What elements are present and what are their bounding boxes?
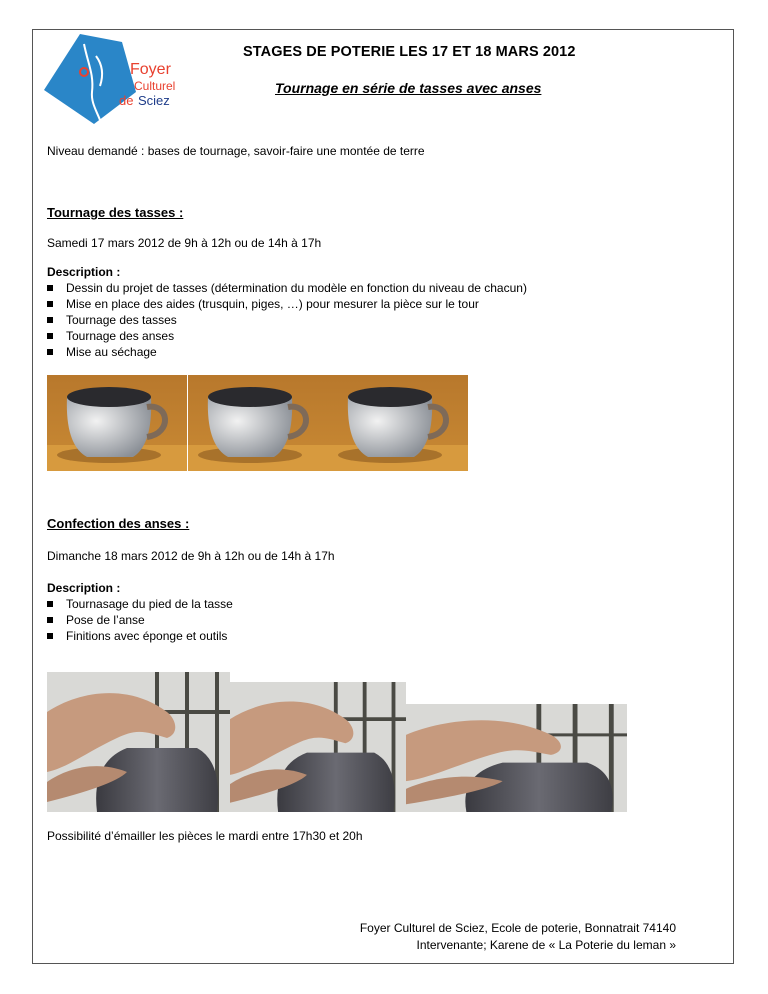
- list-item: Tournage des tasses: [44, 312, 527, 328]
- page-border: [32, 29, 734, 964]
- list-item: Dessin du projet de tasses (détermination du modèle en fonction du niveau de chacun): [44, 280, 527, 296]
- list-item: Tournage des anses: [44, 328, 527, 344]
- glaze-note: Possibilité d’émailler les pièces le mardi entre 17h30 et 20h: [47, 829, 363, 843]
- level-required: Niveau demandé : bases de tournage, savoir-faire une montée de terre: [47, 144, 425, 158]
- cup-photo: [47, 375, 187, 471]
- section-handles-date: Dimanche 18 mars 2012 de 9h à 12h ou de 14h à 17h: [47, 549, 335, 563]
- section-handles-list: [44, 596, 233, 644]
- svg-text:Culturel: Culturel: [134, 79, 176, 93]
- section-turning-date: Samedi 17 mars 2012 de 9h à 12h ou de 14h à 17h: [47, 236, 322, 250]
- section-turning-list: [44, 280, 527, 360]
- section-handles-heading: Confection des anses :: [47, 516, 190, 531]
- list-item: Tournasage du pied de la tasse: [44, 596, 233, 612]
- page-title: STAGES DE POTERIE LES 17 ET 18 MARS 2012: [243, 44, 576, 60]
- footer-address: Foyer Culturel de Sciez, Ecole de poterie, Bonnatrait 74140: [359, 921, 676, 935]
- svg-text:de: de: [119, 93, 134, 108]
- hands-pottery-photo: [47, 672, 230, 812]
- foyer-culturel-logo: [44, 34, 184, 126]
- footer: [360, 920, 676, 954]
- list-item: Finitions avec éponge et outils: [44, 628, 233, 644]
- svg-text:Foyer: Foyer: [130, 61, 171, 78]
- section-turning-heading: Tournage des tasses :: [47, 205, 184, 220]
- section-handles-description-label: Description :: [47, 581, 121, 595]
- svg-text:Sciez: Sciez: [138, 93, 170, 108]
- section-turning-description-label: Description :: [47, 265, 121, 279]
- page-subtitle: Tournage en série de tasses avec anses: [275, 80, 542, 96]
- list-item: Mise en place des aides (trusquin, piges, …) pour mesurer la pièce sur le tour: [44, 296, 527, 312]
- hands-pottery-photo: [406, 704, 627, 812]
- cup-photo: [188, 375, 328, 471]
- cup-photo: [328, 375, 468, 471]
- list-item: Mise au séchage: [44, 344, 527, 360]
- footer-instructor: Intervenante; Karene de « La Poterie du leman »: [416, 938, 676, 952]
- hands-pottery-photo: [230, 682, 406, 812]
- list-item: Pose de l’anse: [44, 612, 233, 628]
